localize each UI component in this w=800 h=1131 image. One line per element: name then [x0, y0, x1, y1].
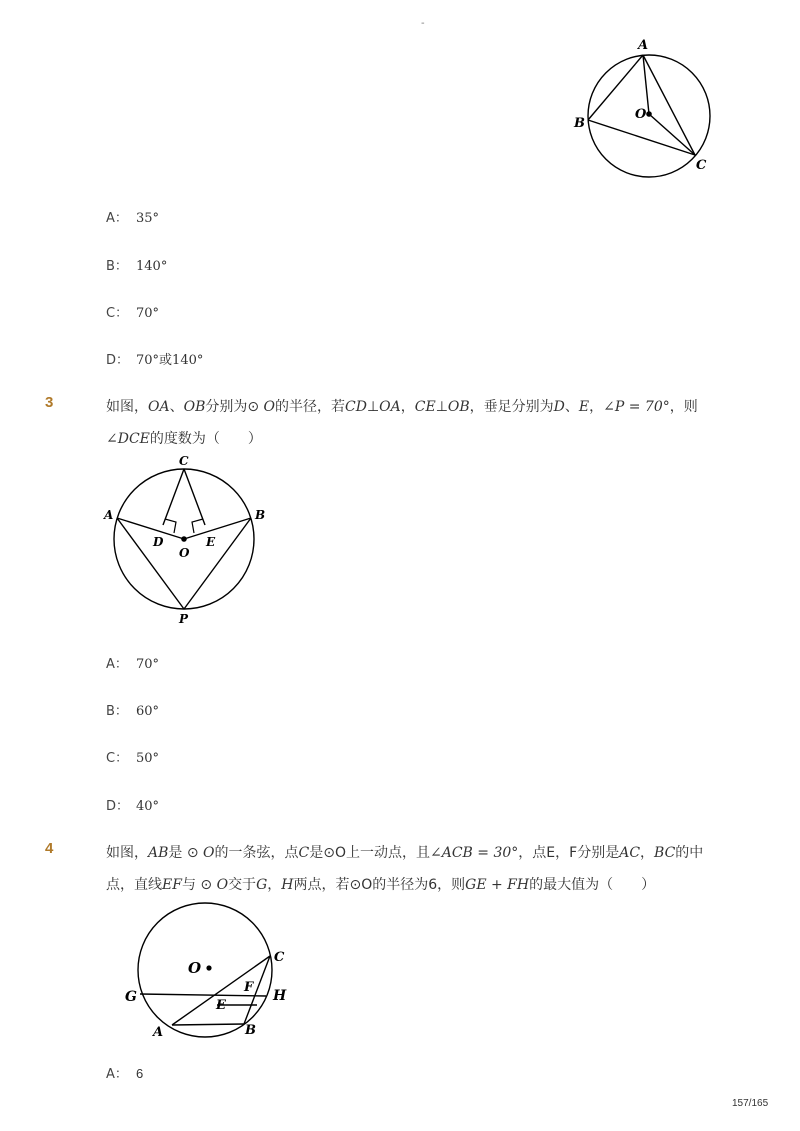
option-d[interactable]	[106, 795, 159, 814]
option-value: 70°	[136, 657, 160, 672]
right-angle-e	[192, 519, 203, 533]
option-c[interactable]	[106, 747, 159, 766]
label-g: G	[125, 989, 137, 1005]
label-c: C	[696, 158, 707, 173]
center-point	[646, 111, 652, 117]
option-value: 70°或140°	[136, 353, 204, 368]
segment-oc	[649, 114, 695, 155]
label-o: O	[179, 546, 190, 560]
option-b[interactable]	[106, 255, 167, 274]
segment-ce	[184, 469, 205, 525]
chord-ab	[172, 1024, 244, 1025]
option-value: 60°	[136, 704, 160, 719]
label-a: A	[638, 38, 649, 53]
question-3-line-2: ∠DCE的度数为（ ）	[106, 431, 262, 447]
option-letter: D：	[106, 353, 130, 368]
label-o: O	[188, 959, 202, 977]
option-c[interactable]	[106, 302, 159, 321]
option-value: 6	[136, 1066, 144, 1081]
question-4-text	[106, 837, 721, 901]
option-b[interactable]	[106, 700, 159, 719]
option-value: 40°	[136, 799, 160, 814]
figure-triangle-abc	[560, 30, 730, 180]
option-letter: D：	[106, 799, 130, 814]
label-o: O	[635, 107, 647, 122]
option-letter: B：	[106, 259, 128, 274]
option-value: 140°	[136, 259, 168, 274]
page-number: 157/165	[732, 1098, 769, 1109]
option-letter: A：	[106, 1067, 128, 1082]
question-3-text	[106, 391, 721, 455]
label-p: P	[179, 612, 189, 626]
question-4-line-1: 如图，AB是 ⊙ O的一条弦，点C是⊙O上一动点，且∠ACB = 30°，点E，F分别是AC，BC的中	[106, 845, 704, 861]
label-b: B	[245, 1023, 256, 1038]
label-e: E	[216, 998, 226, 1013]
option-value: 70°	[136, 306, 160, 321]
figure-q4	[120, 900, 300, 1045]
segment-cd	[163, 469, 184, 525]
option-a[interactable]	[106, 207, 159, 226]
label-e: E	[206, 535, 216, 549]
right-angle-d	[165, 519, 176, 533]
label-a: A	[104, 508, 114, 522]
question-3-line-1: 如图，OA、OB分别为⊙ O的半径，若CD⊥OA，CE⊥OB，垂足分别为D、E，∠P = 70°，则	[106, 399, 698, 415]
option-a[interactable]	[106, 1063, 143, 1082]
label-a: A	[153, 1025, 164, 1040]
label-f: F	[244, 980, 254, 995]
option-value: 50°	[136, 751, 160, 766]
label-c: C	[179, 454, 189, 468]
label-d: D	[153, 535, 164, 549]
option-d[interactable]	[106, 349, 203, 368]
label-h: H	[273, 988, 287, 1004]
option-letter: A：	[106, 211, 128, 226]
circle-o	[138, 903, 272, 1037]
option-a[interactable]	[106, 653, 159, 672]
label-b: B	[255, 508, 266, 522]
question-4-line-2: 点，直线EF与 ⊙ O交于G，H两点，若⊙O的半径为6，则GE + FH的最大值为（ ）	[106, 877, 656, 893]
center-point	[206, 965, 211, 970]
question-number-4: 4	[45, 840, 54, 857]
label-c: C	[274, 950, 285, 965]
label-b: B	[574, 116, 585, 131]
option-letter: C：	[106, 306, 129, 321]
option-letter: B：	[106, 704, 128, 719]
header-mark: -	[421, 18, 425, 29]
figure-q3	[100, 450, 280, 630]
question-number-3: 3	[45, 394, 54, 411]
option-value: 35°	[136, 211, 160, 226]
option-letter: C：	[106, 751, 129, 766]
option-letter: A：	[106, 657, 128, 672]
center-point	[181, 536, 187, 542]
